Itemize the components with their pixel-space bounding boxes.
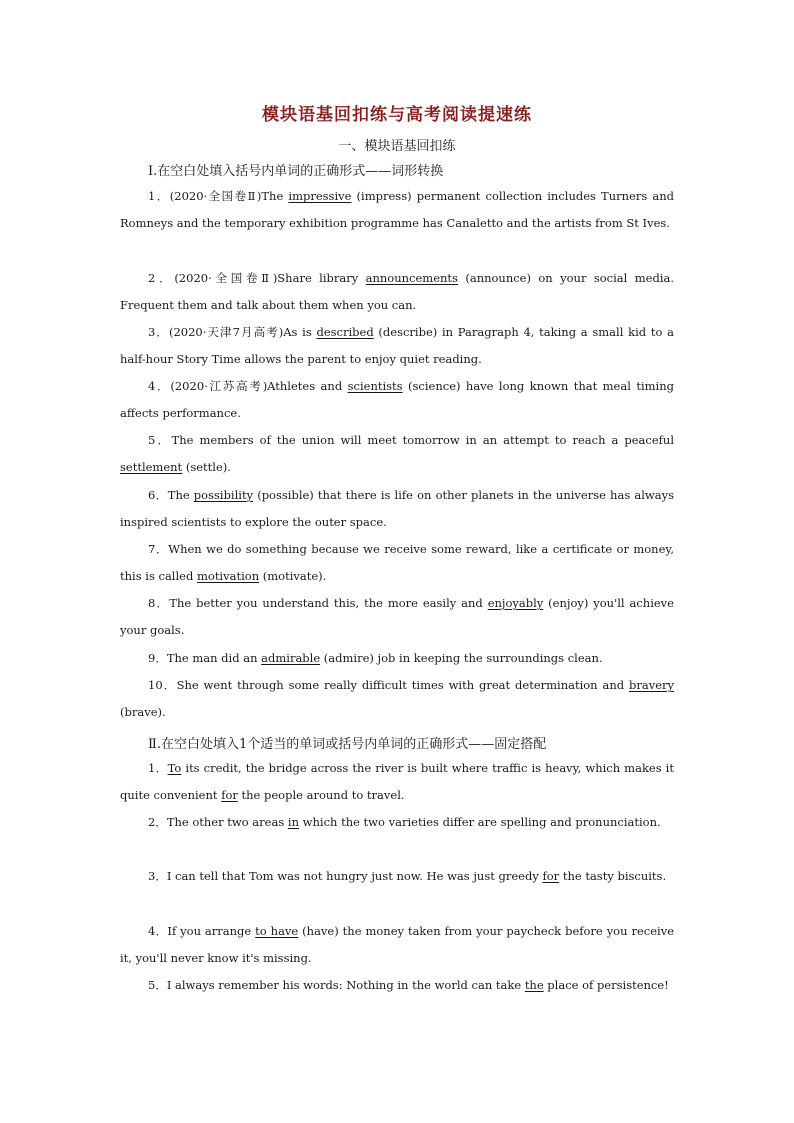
exercise-item: 4．(2020·江苏高考)Athletes and scientists (science) have long known that meal timing affects performance.: [120, 379, 674, 420]
page-title: 模块语基回扣练与高考阅读提速练: [262, 105, 532, 125]
text-segment: its credit, the bridge across the river is built where traffic is heavy, which makes it quite convenient: [120, 761, 674, 802]
answer: for: [221, 788, 238, 802]
exercise-item: [120, 972, 674, 999]
exercise-item: [120, 918, 674, 972]
answer: enjoyably: [487, 596, 544, 610]
exercise-item: 10．She went through some really difficult times with great determination and bravery (brave).: [120, 678, 674, 719]
exercise-item: [120, 809, 674, 836]
answer: described: [316, 325, 374, 339]
exercise-item: 9．The man did an admirable (admire) job in keeping the surroundings clean.: [148, 651, 603, 665]
answer: settlement: [120, 460, 183, 474]
answer: scientists: [347, 379, 403, 393]
exercise-item: 1．(2020·全国卷Ⅱ)The impressive (impress) permanent collection includes Turners and Romneys and the temporary exhibition programme has Canaletto and the artists from St Ives.: [120, 189, 674, 230]
exercise-item: [120, 863, 674, 890]
text-segment: 3．I can tell that Tom was not hungry just now. He was just greedy: [148, 869, 543, 883]
subtitle: 一、模块语基回扣练: [338, 139, 456, 154]
exercise-item: 7．When we do something because we receive some reward, like a certificate or money, this is called motivation (motivate).: [120, 542, 674, 583]
text-segment: the tasty biscuits.: [559, 869, 667, 883]
text-segment: which the two varieties differ are spelling and pronunciation.: [298, 815, 661, 829]
text-segment: 4．If you arrange: [148, 924, 256, 938]
text-segment: the people around to travel.: [237, 788, 405, 802]
text-segment: place of persistence!: [543, 978, 669, 992]
answer: admirable: [261, 651, 321, 665]
answer: for: [542, 869, 560, 883]
exercise-item: 6．The possibility (possible) that there is life on other planets in the universe has always inspired scientists to explore the outer space.: [120, 488, 674, 529]
text-segment: 2．The other two areas: [148, 815, 288, 829]
answer: impressive: [288, 189, 352, 203]
text-segment: (have) the money taken from your paycheck before you receive it, you'll never know it's missing.: [120, 924, 674, 965]
exercise-item: 2．(2020·全国卷Ⅱ)Share library announcements (announce) on your social media. Frequent them and talk about them when you can.: [120, 271, 675, 312]
section-heading-1: Ⅰ.在空白处填入括号内单词的正确形式——词形转换: [148, 164, 444, 179]
answer: motivation: [196, 569, 260, 583]
answer: bravery: [628, 678, 674, 692]
exercise-item: 8．The better you understand this, the more easily and enjoyably (enjoy) you'll achieve your goals.: [120, 596, 674, 637]
answer: in: [287, 815, 299, 829]
answer: to have: [255, 924, 299, 938]
exercise-item: 5．The members of the union will meet tomorrow in an attempt to reach a peaceful settlement (settle).: [120, 433, 674, 474]
exercise-item: [120, 755, 674, 809]
section-heading-2: Ⅱ.在空白处填入1个适当的单词或括号内单词的正确形式——固定搭配: [148, 737, 547, 752]
answer: possibility: [193, 488, 254, 502]
exercise-item: 3．(2020·天津7月高考)As is described (describe) in Paragraph 4, taking a small kid to a half-hour Story Time allows the parent to enjoy quiet reading.: [120, 325, 675, 366]
answer: To: [167, 761, 182, 775]
answer: announcements: [365, 271, 458, 285]
text-segment: 5．I always remember his words: Nothing in the world can take: [148, 978, 525, 992]
text-segment: 1．: [148, 761, 168, 775]
answer: the: [524, 978, 544, 992]
